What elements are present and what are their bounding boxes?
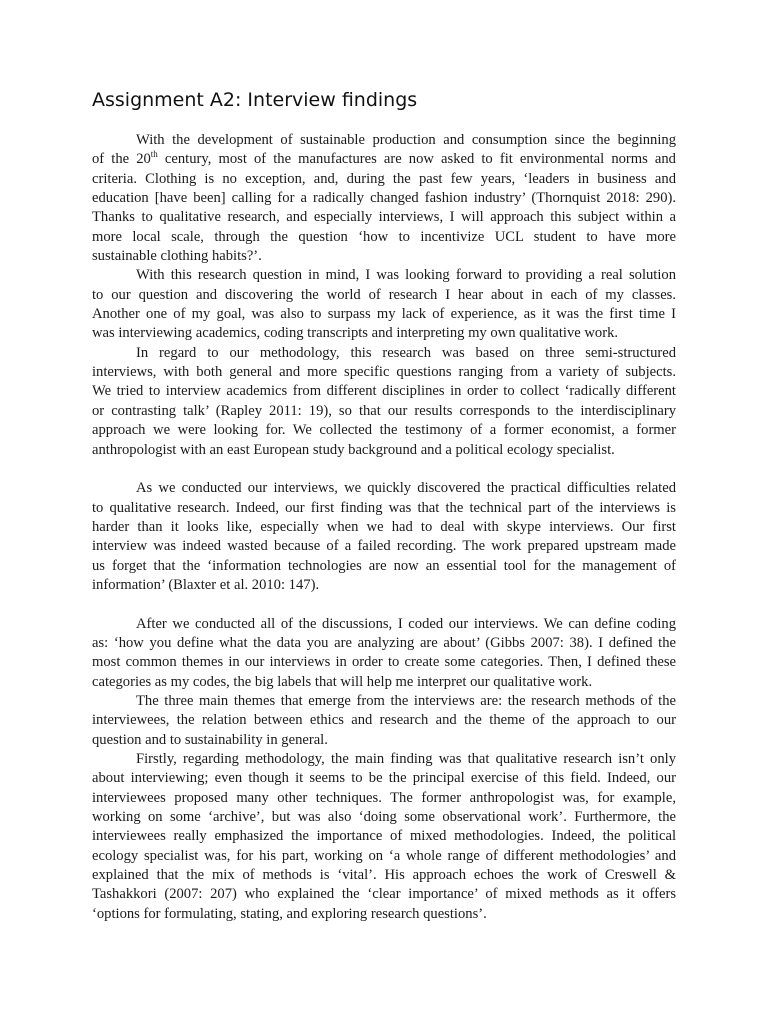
text-line: We tried to interview academics from different disciplines in order to collect ‘radically different (92, 383, 676, 400)
paragraph (92, 266, 676, 343)
text-line: Thanks to qualitative research, and especially interviews, I will approach this subject within a (92, 209, 676, 226)
text-line: to qualitative research. Indeed, our first finding was that the technical part of the interviews is (92, 499, 676, 516)
text-line: ecology specialist was, for his part, working on ‘a whole range of different methodologies’ and (92, 847, 676, 864)
text-line: Firstly, regarding methodology, the main finding was that qualitative research isn’t only (136, 751, 676, 767)
text-line: explained that the mix of methods is ‘vital’. His approach echoes the work of Creswell & (92, 867, 676, 884)
text-line: criteria. Clothing is no exception, and, during the past few years, ‘leaders in business and (92, 170, 676, 187)
paragraph (92, 479, 676, 595)
text-line: interviewees, the relation between ethics and research and the theme of the approach to our (92, 712, 676, 729)
paragraph (92, 750, 676, 924)
document-body (92, 131, 676, 924)
text-line: about interviewing; even though it seems to be the principal exercise of this field. Indeed, our (92, 770, 676, 787)
text-line: In regard to our methodology, this research was based on three semi-structured (136, 344, 676, 361)
text-line: interview was indeed wasted because of a failed recording. The work prepared upstream made (92, 538, 676, 555)
text-line: or contrasting talk’ (Rapley 2011: 19), so that our results corresponds to the interdisciplinary (92, 402, 676, 419)
paragraph-gap (92, 460, 676, 479)
paragraph (92, 692, 676, 750)
text-line: information’ (Blaxter et al. 2010: 147). (92, 576, 320, 593)
page-title: Assignment A2: Interview findings (92, 89, 418, 111)
text-line: interviewees really emphasized the importance of mixed methodologies. Indeed, the political (92, 828, 676, 845)
text-line: question and to sustainability in general. (92, 731, 328, 748)
text-line: as: ‘how you define what the data you are analyzing are about’ (Gibbs 2007: 38). I defined the (92, 634, 676, 651)
text-line: harder than it looks like, especially when we had to deal with skype interviews. Our first (92, 518, 676, 535)
superscript: th (150, 149, 158, 160)
text-line: After we conducted all of the discussions, I coded our interviews. We can define coding (136, 615, 676, 632)
text-line: The three main themes that emerge from the interviews are: the research methods of the (136, 692, 676, 709)
paragraph (92, 615, 676, 692)
text-line: most common themes in our interviews in order to create some categories. Then, I defined these (92, 654, 676, 671)
text-line: sustainable clothing habits?’. (92, 248, 262, 265)
text-line: ‘options for formulating, stating, and exploring research questions’. (92, 905, 487, 922)
text-line: Tashakkori (2007: 207) who explained the ‘clear importance’ of mixed methods as it offers (92, 886, 676, 903)
text-line: us forget that the ‘information technologies are now an essential tool for the management of (92, 557, 676, 574)
text-line: of the 20th century, most of the manufactures are now asked to fit environmental norms and (92, 149, 676, 168)
text-line: to our question and discovering the world of research I hear about in each of my classes. (92, 286, 676, 303)
text-line: approach we were looking for. We collected the testimony of a former economist, a former (92, 422, 676, 439)
text-line: As we conducted our interviews, we quickly discovered the practical difficulties related (136, 480, 676, 497)
text-line: With the development of sustainable production and consumption since the beginning (136, 132, 676, 148)
text-line: education [have been] calling for a radically changed fashion industry’ (Thornquist 2018: 290). (92, 190, 676, 207)
paragraph (92, 131, 676, 266)
text-line: more local scale, through the question ‘how to incentivize UCL student to have more (92, 228, 676, 245)
text-line: interviews, with both general and more specific questions ranging from a variety of subjects. (92, 364, 676, 381)
text-line: categories as my codes, the big labels that will help me interpret our qualitative work. (92, 673, 593, 690)
paragraph (92, 344, 676, 460)
text-line: working on some ‘archive’, but was also ‘doing some observational work’. Furthermore, the (92, 809, 676, 826)
text-line: interviewees proposed many other techniques. The former anthropologist was, for example, (92, 789, 676, 806)
text-line: Another one of my goal, was also to surpass my lack of experience, as it was the first time I (92, 306, 676, 323)
text-line: With this research question in mind, I was looking forward to providing a real solution (136, 267, 676, 284)
paragraph-gap (92, 595, 676, 614)
text-line: was interviewing academics, coding transcripts and interpreting my own qualitative work. (92, 325, 619, 342)
text-line: anthropologist with an east European study background and a political ecology specialist. (92, 441, 615, 458)
